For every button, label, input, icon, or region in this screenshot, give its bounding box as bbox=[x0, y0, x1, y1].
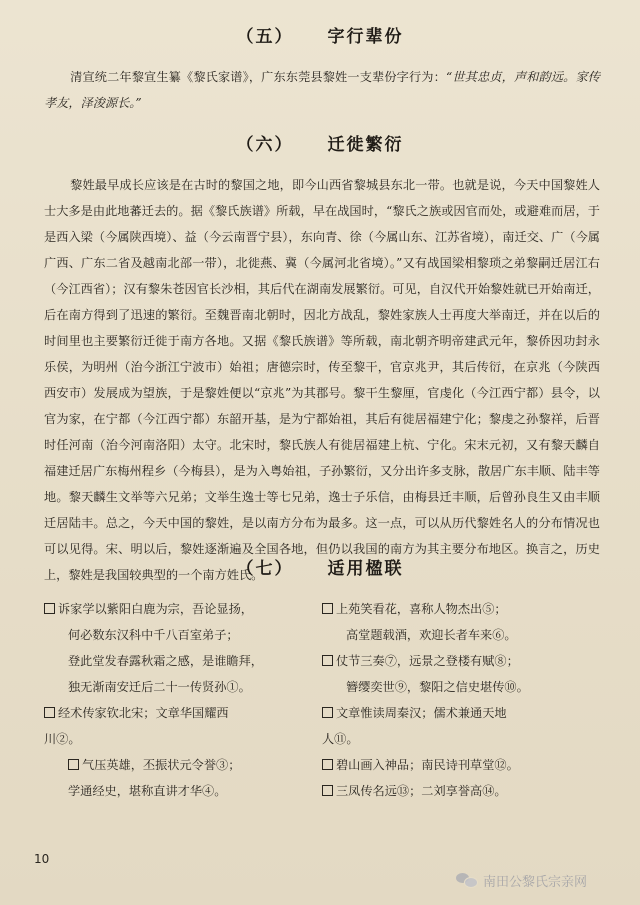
checkbox-square-icon bbox=[44, 603, 55, 614]
paragraph-generations bbox=[44, 64, 600, 116]
section-heading-5 bbox=[0, 22, 640, 47]
section-number: （六） bbox=[236, 135, 294, 155]
section-title: 适用楹联 bbox=[327, 559, 404, 579]
couplet-text: 登此堂发春露秋霜之感，是谁瞻拜， bbox=[68, 654, 263, 668]
paragraph-migration bbox=[44, 172, 600, 588]
couplet-text: 上苑笑看花，喜称人物杰出⑤； bbox=[336, 602, 507, 616]
couplet-line bbox=[44, 778, 282, 804]
text: 清宣统二年黎宣生纂《黎氏家谱》，广东东莞县黎姓一支辈份字行为： bbox=[70, 70, 446, 84]
couplet-line bbox=[44, 622, 282, 648]
couplet-line bbox=[44, 752, 282, 778]
checkbox-square-icon bbox=[44, 707, 55, 718]
watermark bbox=[456, 866, 636, 894]
couplet-line bbox=[44, 648, 282, 674]
couplet-line bbox=[44, 596, 282, 622]
couplet-text: 何必数东汉科中千八百室弟子； bbox=[68, 628, 239, 642]
couplet-text: 气压英雄，丕振状元令誉③； bbox=[82, 758, 241, 772]
couplet-text: 仗节三奏⑦，远景之登楼有赋⑧； bbox=[336, 654, 519, 668]
couplet-text: 文章惟读周秦汉；儒术兼通天地 bbox=[336, 706, 507, 720]
checkbox-square-icon bbox=[322, 759, 333, 770]
couplet-text: 诉家学以紫阳白鹿为宗，吾论显扬， bbox=[58, 602, 253, 616]
section-heading-7 bbox=[0, 554, 640, 579]
couplet-text: 高堂题载酒，欢迎长者车来⑥。 bbox=[346, 628, 517, 642]
couplet-line bbox=[44, 726, 282, 752]
checkbox-square-icon bbox=[322, 785, 333, 796]
checkbox-square-icon bbox=[68, 759, 79, 770]
couplet-line bbox=[44, 700, 282, 726]
section-title: 迁徙繁衍 bbox=[327, 135, 404, 155]
wechat-icon bbox=[456, 872, 478, 888]
couplet-line bbox=[322, 622, 602, 648]
couplet-line bbox=[322, 726, 602, 752]
page-number: 10 bbox=[34, 852, 50, 866]
couplet-line bbox=[44, 674, 282, 700]
section-number: （五） bbox=[236, 27, 294, 47]
couplet-text: 学通经史，堪称直讲才华④。 bbox=[68, 784, 227, 798]
couplet-line bbox=[322, 596, 602, 622]
couplets-right-column bbox=[322, 596, 602, 804]
checkbox-square-icon bbox=[322, 603, 333, 614]
couplet-line bbox=[322, 648, 602, 674]
generation-verse: “世其忠贞，声和韵远。家传孝友，泽浚源长。” bbox=[44, 70, 600, 110]
couplet-line bbox=[322, 778, 602, 804]
couplet-line bbox=[322, 674, 602, 700]
couplet-text: 三凤传名远⑬；二刘享誉高⑭。 bbox=[336, 784, 507, 798]
couplet-text: 人⑪。 bbox=[322, 732, 359, 746]
couplet-text: 经术传家钦北宋；文章华国耀西 bbox=[58, 706, 229, 720]
couplet-text: 独无渐南安迁后二十一传贤孙①。 bbox=[68, 680, 251, 694]
couplet-line bbox=[322, 752, 602, 778]
couplet-text: 川②。 bbox=[44, 732, 81, 746]
section-number: （七） bbox=[236, 559, 294, 579]
text: 黎姓最早成长应该是在古时的黎国之地，即今山西省黎城县东北一带。也就是说，今天中国黎姓人士大多是由此地蕃迁去的。据《黎氏族谱》所载，早在战国时，“黎氏之族或因官而处，或避难而居，于是西入梁（今属陕西境）、益（今云南晋宁县），东向青、徐（今属山东、江苏省境），南迁交、广（今属广西、广东二省及越南北部一带），北徙燕、冀（今属河北省境）。”又有战国梁相黎琐之弟黎嗣迁居江右（今江西省）；汉有黎朱苍因官长沙相，其后代在湖南发展繁衍。可见，自汉代开始黎姓就已开始南迁，后在南方得到了迅速的繁衍。至魏晋南北朝时，因北方战乱，黎姓家族人士再度大举南迁，并在以后的时间里也主要繁衍迁徙于南方各地。又据《黎氏族谱》等所载，南北朝齐明帝建武元年，黎侨因功封永乐侯，为明州（治今浙江宁波市）始祖；唐德宗时，传至黎干，官京兆尹，其后传衍，在京兆（今陕西西安市）发展成为望族，于是黎姓便以“京兆”为其郡号。黎干生黎厘，官虔化（今江西宁都）县令，以官为家，在宁都（今江西宁都）东韶开基，是为宁都始祖，其后有徙居福建宁化；黎虔之孙黎祥，后晋时任河南（治今河南洛阳）太守。北宋时，黎氏族人有徙居福建上杭、宁化。宋末元初，又有黎天麟自福建迁居广东梅州程乡（今梅县），是为入粤始祖，子孙繁衍，又分出许多支脉，散居广东丰顺、陆丰等地。黎天麟生文举等六兄弟；文举生逸士等七兄弟，逸士子乐信，由梅县迁丰顺，后曾孙良生又由丰顺迁居陆丰。总之，今天中国的黎姓，是以南方分布为最多。这一点，可以从历代黎姓名人的分布情况也可以见得。宋、明以后，黎姓逐渐遍及全国各地，但仍以我国的南方为其主要分布地区。换言之，历史上，黎姓是我国较典型的一个南方姓氏。 bbox=[44, 178, 600, 582]
watermark-text: 南田公黎氏宗亲网 bbox=[483, 874, 588, 890]
section-heading-6 bbox=[0, 130, 640, 155]
checkbox-square-icon bbox=[322, 655, 333, 666]
section-title: 字行辈份 bbox=[327, 27, 404, 47]
couplets-left-column bbox=[44, 596, 282, 804]
checkbox-square-icon bbox=[322, 707, 333, 718]
couplet-line bbox=[322, 700, 602, 726]
couplet-text: 碧山画入神品；南民诗刊草堂⑫。 bbox=[336, 758, 519, 772]
couplet-text: 簪缨奕世⑨，黎阳之信史堪传⑩。 bbox=[346, 680, 529, 694]
